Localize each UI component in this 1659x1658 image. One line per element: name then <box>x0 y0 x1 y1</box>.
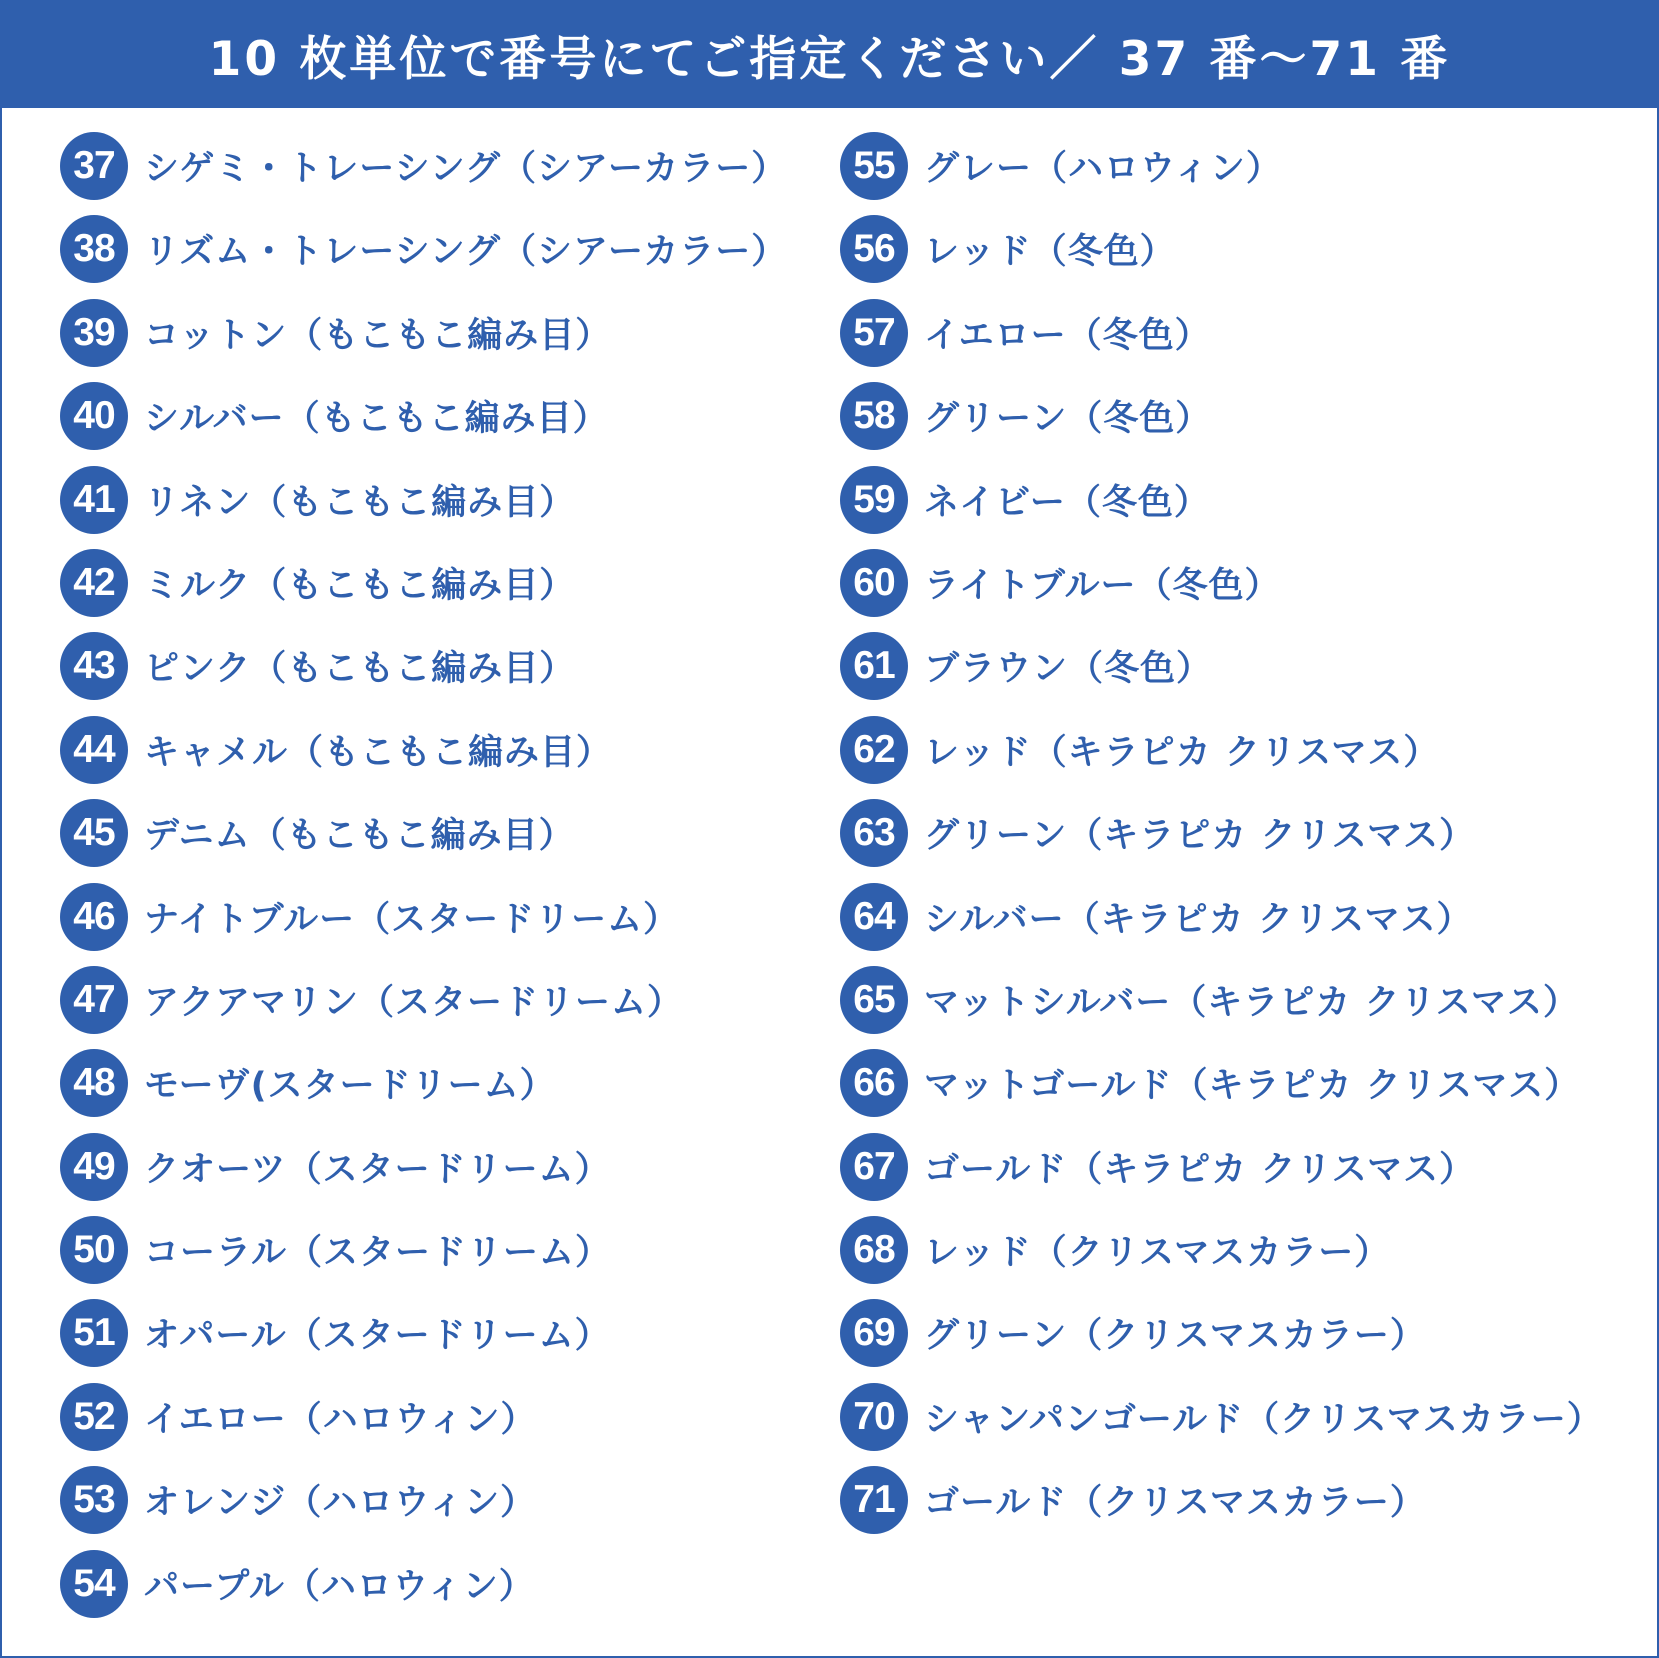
item-number-badge: 44 <box>60 716 128 784</box>
item-label: コットン（もこもこ編み目） <box>144 315 612 356</box>
item-number-badge: 48 <box>60 1049 128 1117</box>
item-number-badge: 53 <box>60 1466 128 1534</box>
item-label: マットシルバー（キラピカ クリスマス） <box>924 982 1580 1023</box>
item-number-badge: 57 <box>840 299 908 367</box>
item-number-badge: 39 <box>60 299 128 367</box>
item-label: ミルク（もこもこ編み目） <box>144 565 576 606</box>
item-number-badge: 41 <box>60 466 128 534</box>
item-label: モーヴ(スタードリーム） <box>144 1066 556 1107</box>
item-number-badge: 40 <box>60 382 128 450</box>
item-label: イエロー（冬色） <box>924 315 1211 356</box>
list-item <box>840 1049 1603 1117</box>
list-item <box>60 132 787 200</box>
item-number-badge: 61 <box>840 632 908 700</box>
item-number-badge: 38 <box>60 215 128 283</box>
list-item <box>60 1299 787 1367</box>
item-label: グレー（ハロウィン） <box>924 149 1282 189</box>
list-item <box>840 1133 1603 1201</box>
list-item <box>60 382 787 450</box>
page-title: 10 枚単位で番号にてご指定ください／ 37 番～71 番 <box>208 31 1451 87</box>
list-item <box>60 1216 787 1284</box>
item-label: マットゴールド（キラピカ クリスマス） <box>924 1066 1581 1107</box>
list-item <box>840 132 1603 200</box>
item-label: コーラル（スタードリーム） <box>144 1233 611 1274</box>
list-item <box>840 966 1603 1034</box>
item-number-badge: 63 <box>840 799 908 867</box>
item-label: シゲミ・トレーシング（シアーカラー） <box>144 149 788 189</box>
item-label: シルバー（もこもこ編み目） <box>144 399 609 440</box>
item-label: アクアマリン（スタードリーム） <box>144 982 683 1023</box>
item-label: クオーツ（スタードリーム） <box>144 1149 611 1190</box>
item-number-badge: 67 <box>840 1133 908 1201</box>
item-label: ネイビー（冬色） <box>924 482 1210 523</box>
item-label: パープル（ハロウィン） <box>144 1566 535 1607</box>
item-number-badge: 46 <box>60 883 128 951</box>
list-item <box>60 299 787 367</box>
item-number-badge: 70 <box>840 1383 908 1451</box>
item-number-badge: 51 <box>60 1299 128 1367</box>
list-item <box>60 1550 787 1618</box>
item-number-badge: 49 <box>60 1133 128 1201</box>
item-label: レッド（クリスマスカラー） <box>924 1233 1391 1274</box>
item-number-badge: 37 <box>60 132 128 200</box>
list-item <box>840 299 1603 367</box>
list-item <box>840 716 1603 784</box>
item-label: ライトブルー（冬色） <box>924 565 1281 606</box>
item-label: オレンジ（ハロウィン） <box>144 1483 537 1524</box>
right-column <box>840 132 1603 1550</box>
list-item <box>60 1133 787 1201</box>
item-label: イエロー（ハロウィン） <box>144 1399 537 1440</box>
item-label: グリーン（キラピカ クリスマス） <box>924 816 1476 857</box>
item-number-badge: 47 <box>60 966 128 1034</box>
item-label: ゴールド（クリスマスカラー） <box>924 1483 1426 1524</box>
item-number-badge: 43 <box>60 632 128 700</box>
list-item <box>840 1383 1603 1451</box>
item-label: グリーン（冬色） <box>924 399 1212 440</box>
item-number-badge: 62 <box>840 716 908 784</box>
list-item <box>60 799 787 867</box>
item-number-badge: 56 <box>840 215 908 283</box>
list-item <box>840 1299 1603 1367</box>
item-label: レッド（冬色） <box>924 232 1176 273</box>
item-number-badge: 68 <box>840 1216 908 1284</box>
list-item <box>60 632 787 700</box>
item-number-badge: 42 <box>60 549 128 617</box>
list-item <box>60 1049 787 1117</box>
list-item <box>840 382 1603 450</box>
item-label: デニム（もこもこ編み目） <box>144 816 575 857</box>
item-number-badge: 71 <box>840 1466 908 1534</box>
item-number-badge: 65 <box>840 966 908 1034</box>
list-item <box>60 966 787 1034</box>
list-item <box>840 883 1603 951</box>
list-item <box>60 883 787 951</box>
item-number-badge: 58 <box>840 382 908 450</box>
item-label: リネン（もこもこ編み目） <box>144 482 576 523</box>
list-item <box>60 1466 787 1534</box>
list-item <box>840 215 1603 283</box>
list-item <box>60 716 787 784</box>
item-label: キャメル（もこもこ編み目） <box>144 732 613 773</box>
list-item <box>840 1216 1603 1284</box>
item-label: ナイトブルー（スタードリーム） <box>144 899 680 940</box>
item-label: グリーン（クリスマスカラー） <box>924 1316 1426 1357</box>
item-label: ゴールド（キラピカ クリスマス） <box>924 1149 1476 1190</box>
list-item <box>840 799 1603 867</box>
item-label: リズム・トレーシング（シアーカラー） <box>144 232 788 273</box>
item-label: ピンク（もこもこ編み目） <box>144 649 576 690</box>
item-number-badge: 64 <box>840 883 908 951</box>
list-item <box>60 549 787 617</box>
item-number-badge: 55 <box>840 132 908 200</box>
item-number-badge: 66 <box>840 1049 908 1117</box>
item-label: ブラウン（冬色） <box>924 649 1213 690</box>
item-number-badge: 69 <box>840 1299 908 1367</box>
item-label: オパール（スタードリーム） <box>144 1316 611 1357</box>
list-item <box>60 466 787 534</box>
list-item <box>840 466 1603 534</box>
list-item <box>60 1383 787 1451</box>
list-item <box>60 215 787 283</box>
item-number-badge: 54 <box>60 1550 128 1618</box>
item-number-badge: 50 <box>60 1216 128 1284</box>
item-number-badge: 60 <box>840 549 908 617</box>
item-number-badge: 59 <box>840 466 908 534</box>
item-label: レッド（キラピカ クリスマス） <box>924 732 1440 773</box>
list-item <box>840 632 1603 700</box>
item-number-badge: 45 <box>60 799 128 867</box>
header-banner <box>2 2 1657 108</box>
list-item <box>840 549 1603 617</box>
list-item <box>840 1466 1603 1534</box>
item-number-badge: 52 <box>60 1383 128 1451</box>
item-label: シルバー（キラピカ クリスマス） <box>924 899 1473 940</box>
left-column <box>60 132 787 1633</box>
item-label: シャンパンゴールド（クリスマスカラー） <box>924 1399 1603 1440</box>
